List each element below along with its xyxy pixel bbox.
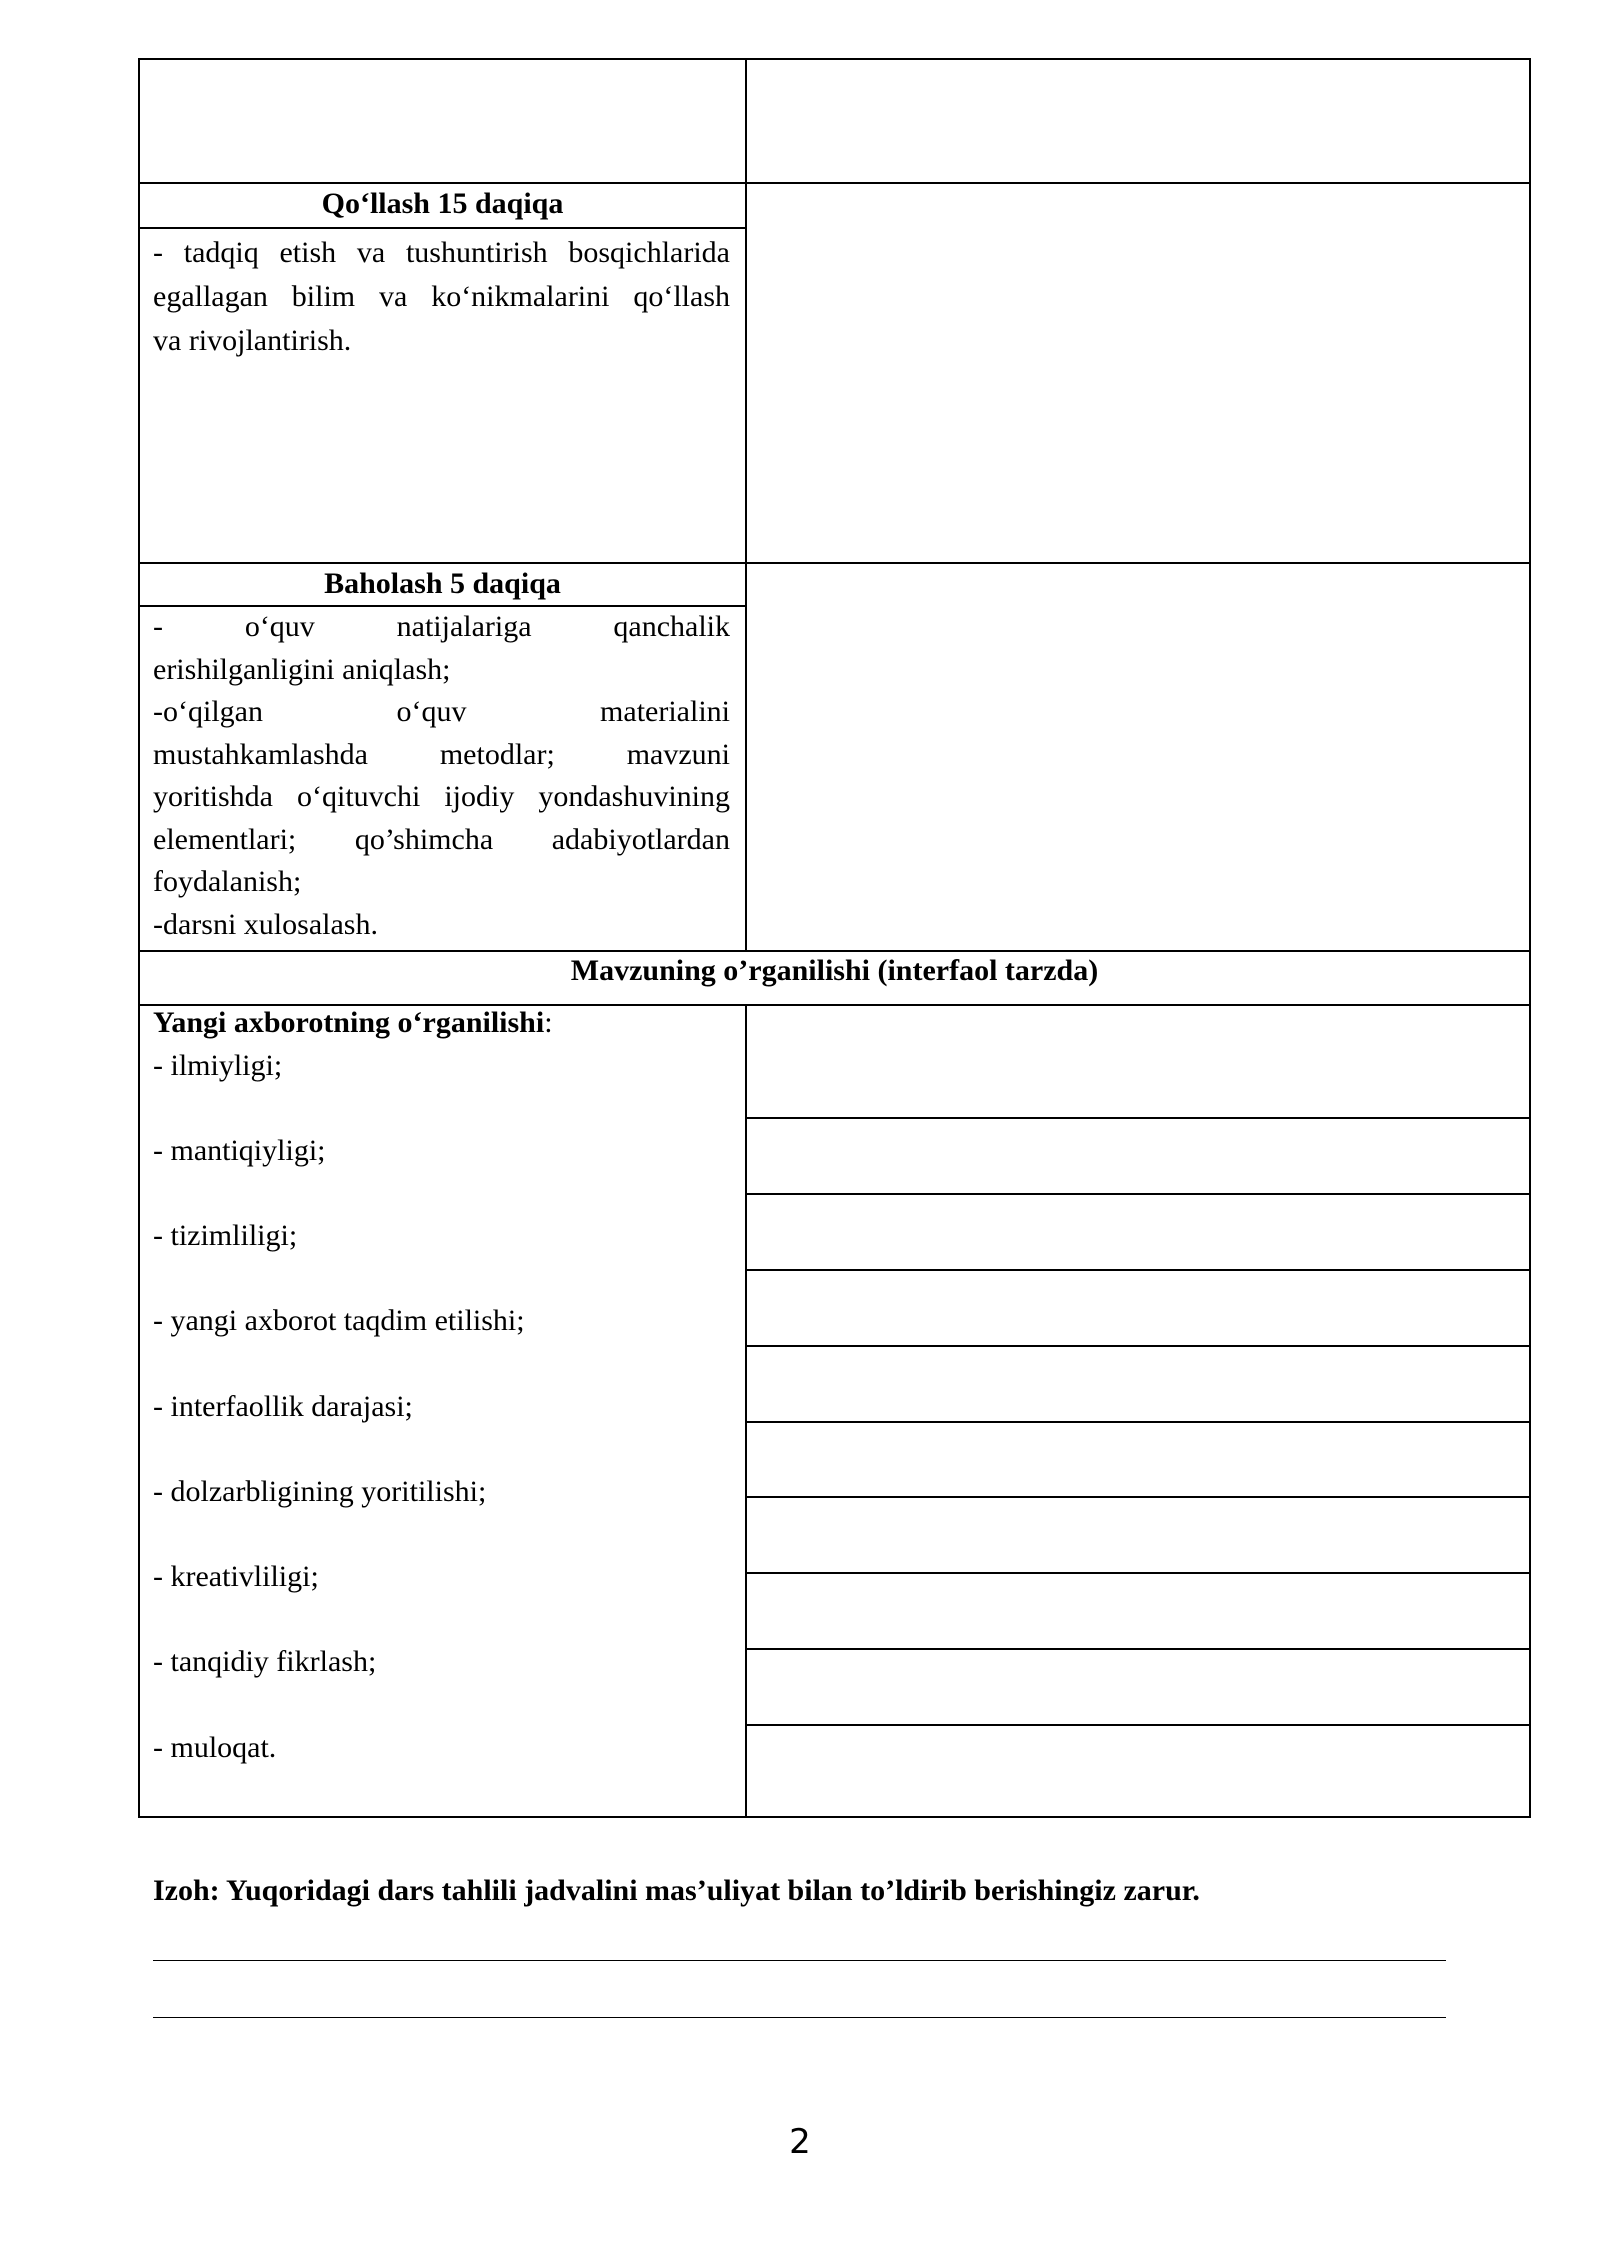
table-border-left bbox=[138, 58, 140, 1817]
right-row-line bbox=[745, 1117, 1531, 1119]
criteria-item: - mantiqiyligi; bbox=[153, 1134, 326, 1167]
right-row-line bbox=[745, 1269, 1531, 1271]
criteria-item: - tanqidiy fikrlash; bbox=[153, 1645, 377, 1678]
baholash-line-4: mustahkamlashda metodlar; mavzuni bbox=[153, 738, 730, 771]
right-row-line bbox=[745, 1345, 1531, 1347]
qollash-header: Qo‘llash 15 daqiqa bbox=[321, 187, 564, 220]
right-row-line bbox=[745, 1193, 1531, 1195]
right-row-line bbox=[745, 1572, 1531, 1574]
baholash-line-1: - o‘quv natijalariga qanchalik bbox=[153, 610, 730, 643]
criteria-item: - dolzarbligining yoritilishi; bbox=[153, 1475, 487, 1508]
signature-line[interactable] bbox=[153, 2017, 1446, 2018]
right-row-line bbox=[745, 1724, 1531, 1726]
qollash-line-3: va rivojlantirish. bbox=[153, 324, 352, 357]
baholash-line-6: elementlari; qo’shimcha adabiyotlardan bbox=[153, 823, 730, 856]
criteria-item: - ilmiyligi; bbox=[153, 1049, 283, 1082]
table-divider-upper bbox=[745, 58, 747, 951]
row-line bbox=[138, 227, 747, 229]
new-info-subheader-colon: : bbox=[544, 1006, 553, 1039]
table-border-top bbox=[138, 58, 1531, 60]
criteria-item: - muloqat. bbox=[153, 1731, 277, 1764]
new-info-subheader-label: Yangi axborotning o‘rganilishi bbox=[153, 1006, 545, 1039]
right-row-line bbox=[745, 1496, 1531, 1498]
baholash-line-5: yoritishda o‘qituvchi ijodiy yondashuvining bbox=[153, 780, 730, 813]
right-row-line bbox=[745, 1648, 1531, 1650]
new-info-subheader bbox=[153, 1002, 730, 1045]
table-border-right bbox=[1529, 58, 1531, 1817]
note-text: Izoh: Yuqoridagi dars tahlili jadvalini mas’uliyat bilan to’ldirib berishingiz zarur. bbox=[153, 1874, 1200, 1907]
mavzuning-header: Mavzuning o’rganilishi (interfaol tarzda) bbox=[570, 954, 1099, 987]
baholash-line-2: erishilganligini aniqlash; bbox=[153, 653, 451, 686]
qollash-line-1: - tadqiq etish va tushuntirish bosqichlarida bbox=[153, 236, 730, 269]
signature-line[interactable] bbox=[153, 1960, 1446, 1961]
criteria-item: - tizimliligi; bbox=[153, 1219, 298, 1252]
qollash-line-2: egallagan bilim va ko‘nikmalarini qo‘llash bbox=[153, 280, 730, 313]
table-border-bottom bbox=[138, 1816, 1531, 1818]
criteria-item: - kreativliligi; bbox=[153, 1560, 319, 1593]
criteria-item: - yangi axborot taqdim etilishi; bbox=[153, 1304, 525, 1337]
baholash-line-7: foydalanish; bbox=[153, 865, 302, 898]
criteria-item: - interfaollik darajasi; bbox=[153, 1390, 413, 1423]
baholash-line-3: -o‘qilgan o‘quv materialini bbox=[153, 695, 730, 728]
table-divider-lower bbox=[745, 1004, 747, 1817]
right-row-line bbox=[745, 1421, 1531, 1423]
page-number: 2 bbox=[789, 2122, 811, 2162]
baholash-header: Baholash 5 daqiqa bbox=[324, 567, 561, 600]
baholash-line-8: -darsni xulosalash. bbox=[153, 908, 378, 941]
